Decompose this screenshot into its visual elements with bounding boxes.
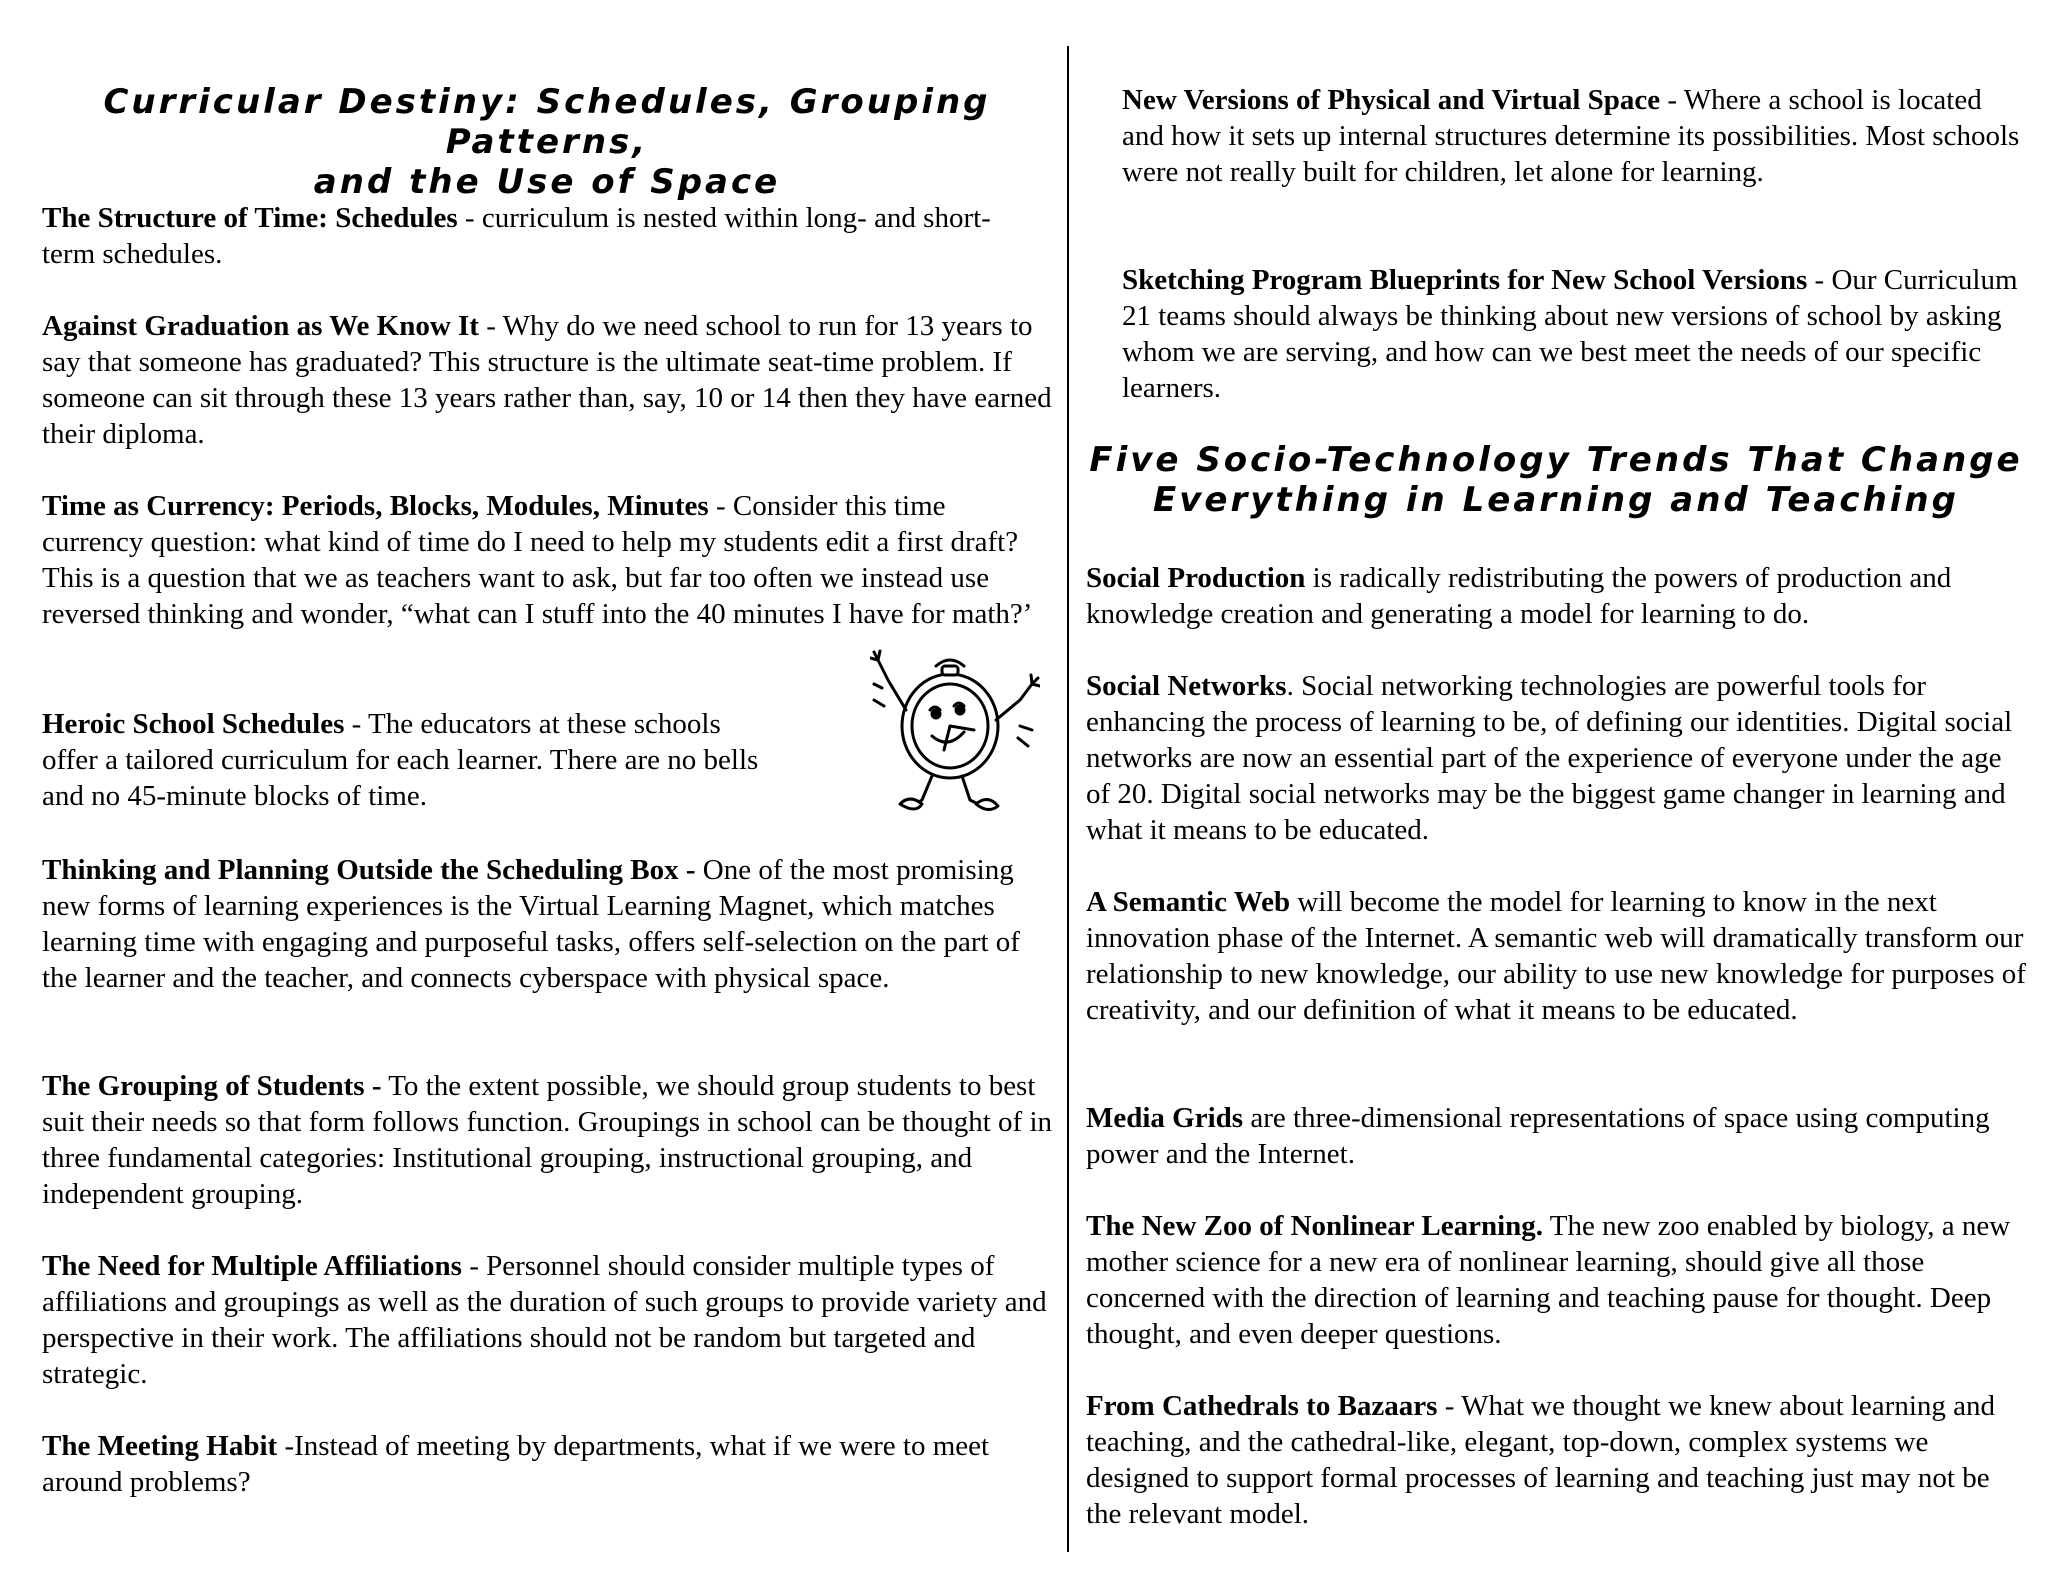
nonlinear-learning-paragraph [1086,1208,2026,1352]
paragraph-text: - The educators at these schools offer a tailored curriculum for each learner. There are no bells and no 45-minute blocks of time. [42,708,759,812]
paragraph-lead: The Structure of Time: Schedules [42,202,458,234]
paragraph-text: One of the most promising new forms of learning experiences is the Virtual Learning Magnet, which matches learning time with engaging and purposeful tasks, offers self-selection on the part of the learner and the teacher, and connects cyberspace with physical space. [42,854,1020,994]
multiple-affiliations-paragraph [42,1248,1054,1392]
program-blueprints-paragraph [1122,262,2026,406]
left-heading [42,82,1052,202]
outside-scheduling-box-paragraph [42,852,1054,996]
paragraph-text: . Social networking technologies are powerful tools for enhancing the process of learning to be, of defining our identities. Digital social networks are now an essential part of the experience of everyone under the age of 20. Digital social networks may be the biggest game changer in learning and what it means to be educated. [1086,670,2013,846]
paragraph-lead: Against Graduation as We Know It [42,310,479,342]
paragraph-lead: Sketching Program Blueprints for New School Versions [1122,264,1808,296]
social-networks-paragraph [1086,668,2026,848]
paragraph-lead: Social Production [1086,562,1306,594]
paragraph-lead: The Meeting Habit [42,1430,278,1462]
paragraph-lead: Media Grids [1086,1102,1244,1134]
physical-virtual-space-paragraph [1122,82,2026,190]
paragraph-text: - Personnel should consider multiple types of affiliations and groupings as well as the duration of such groups to provide variety and perspective in their work. The affiliations should not be random but targeted and strategic. [42,1250,1047,1390]
paragraph-lead: Heroic School Schedules [42,708,345,740]
right-heading-line-2: Everything in Learning and Teaching [1153,480,1959,520]
paragraph-lead: A Semantic Web [1086,886,1291,918]
against-graduation-paragraph [42,308,1054,452]
paragraph-lead: Thinking and Planning Outside the Scheduling Box - [42,854,696,886]
semantic-web-paragraph [1086,884,2026,1028]
paragraph-text: -Instead of meeting by departments, what if we were to meet around problems? [42,1430,990,1498]
clock-character-illustration [870,640,1040,820]
paragraph-text: - curriculum is nested within long- and short-term schedules. [42,202,991,270]
right-heading-line-1: Five Socio-Technology Trends That Change [1089,440,2023,480]
meeting-habit-paragraph [42,1428,1054,1500]
structure-of-time-paragraph [42,200,1042,272]
paragraph-text: are three-dimensional representations of space using computing power and the Internet. [1086,1102,1990,1170]
paragraph-text: The new zoo enabled by biology, a new mother science for a new era of nonlinear learning, should give all those concerned with the direction of learning and teaching pause for thought. Deep thought, and even deeper questions. [1086,1210,2011,1350]
paragraph-lead: The Need for Multiple Affiliations [42,1250,462,1282]
paragraph-lead: Time as Currency: Periods, Blocks, Modules, Minutes [42,490,709,522]
left-heading-line-2: and the Use of Space [313,162,781,202]
right-heading [1086,440,2026,520]
paragraph-text: - Where a school is located and how it sets up internal structures determine its possibilities. Most schools were not really built for children, let alone for learning. [1122,84,2020,188]
time-as-currency-paragraph [42,488,1054,632]
paragraph-lead: The Grouping of Students - [42,1070,382,1102]
cathedrals-bazaars-paragraph [1086,1388,2026,1532]
left-heading-line-1: Curricular Destiny: Schedules, Grouping Patterns, [103,82,991,162]
paragraph-text: - Consider this time currency question: what kind of time do I need to help my students edit a first draft? This is a question that we as teachers want to ask, but far too often we instead use reversed thinking and wonder, “what can I stuff into the 40 minutes I have for math?’ [42,490,1033,630]
media-grids-paragraph [1086,1100,2026,1172]
paragraph-text: will become the model for learning to know in the next innovation phase of the Internet. A semantic web will dramatically transform our relationship to new knowledge, our ability to use new knowledge for purposes of creativity, and our definition of what it means to be educated. [1086,886,2026,1026]
column-divider [1067,46,1069,1552]
paragraph-lead: Social Networks [1086,670,1287,702]
grouping-of-students-paragraph [42,1068,1054,1212]
paragraph-text: - Our Curriculum 21 teams should always be thinking about new versions of school by asking whom we are serving, and how can we best meet the needs of our specific learners. [1122,264,2018,404]
paragraph-lead: The New Zoo of Nonlinear Learning. [1086,1210,1544,1242]
paragraph-text: is radically redistributing the powers of production and knowledge creation and generating a model for learning to do. [1086,562,1952,630]
paragraph-text: - What we thought we knew about learning and teaching, and the cathedral-like, elegant, top-down, complex systems we designed to support formal processes of learning and teaching just may not be the relevant model. [1086,1390,1996,1530]
heroic-schedules-paragraph [42,706,782,814]
paragraph-text: To the extent possible, we should group students to best suit their needs so that form follows function. Groupings in school can be thought of in three fundamental categories: Institutional grouping, instructional grouping, and independent grouping. [42,1070,1053,1210]
paragraph-lead: From Cathedrals to Bazaars [1086,1390,1438,1422]
social-production-paragraph [1086,560,2026,632]
paragraph-lead: New Versions of Physical and Virtual Space [1122,84,1661,116]
paragraph-text: - Why do we need school to run for 13 years to say that someone has graduated? This structure is the ultimate seat-time problem. If someone can sit through these 13 years rather than, say, 10 or 14 then they have earned their diploma. [42,310,1052,450]
